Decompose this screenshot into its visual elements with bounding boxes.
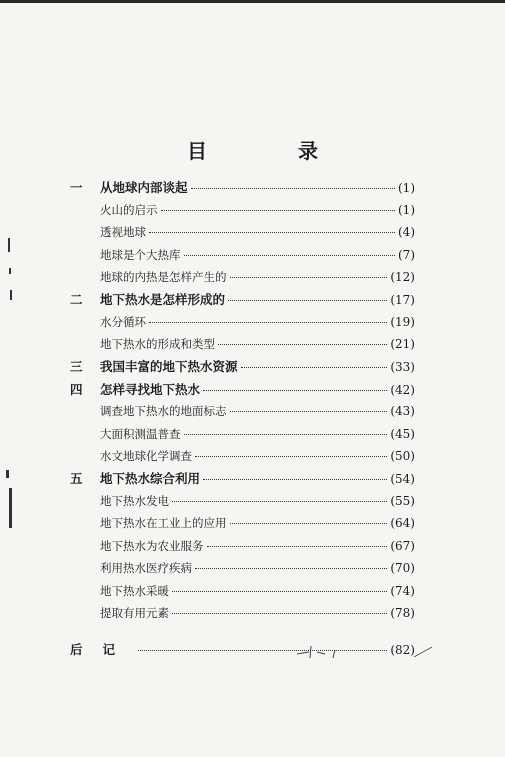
toc-entry-afterword[interactable] <box>70 640 415 662</box>
dot-leader <box>184 421 388 435</box>
page-number: (17) <box>390 292 415 307</box>
page-number: (1) <box>398 202 415 217</box>
section-title: 地下热水的形成和类型 <box>100 337 215 352</box>
dot-leader <box>203 377 387 391</box>
page-number: (12) <box>390 270 415 285</box>
page-number: (4) <box>398 225 415 240</box>
page-number: (74) <box>390 583 415 598</box>
section-title: 提取有用元素 <box>100 605 169 620</box>
chapter-number: 四 <box>70 381 83 397</box>
section-title: 地下热水为农业服务 <box>100 538 204 553</box>
dot-leader <box>230 399 388 413</box>
chapter-title: 我国丰富的地下热水资源 <box>100 359 238 375</box>
page-title: 目 录 <box>187 139 360 163</box>
section-title: 地下热水发电 <box>100 493 169 508</box>
page-number: (64) <box>390 516 415 531</box>
section-title: 地球的内热是怎样产生的 <box>100 270 227 285</box>
section-title: 利用热水医疗疾病 <box>100 561 192 576</box>
chapter-number: 二 <box>70 291 83 307</box>
dot-leader <box>172 578 387 592</box>
margin-mark <box>8 238 10 252</box>
section-title: 地下热水在工业上的应用 <box>100 516 227 531</box>
dot-leader <box>149 220 395 234</box>
toc-entry[interactable] <box>70 603 415 625</box>
dot-leader <box>230 265 388 279</box>
margin-mark <box>9 488 12 528</box>
dot-leader <box>191 176 395 190</box>
afterword-page: (82) <box>390 643 415 657</box>
dot-leader <box>207 533 388 547</box>
page-number: (55) <box>390 493 415 508</box>
dot-leader <box>172 600 387 614</box>
chapter-title: 地下热水是怎样形成的 <box>100 291 226 307</box>
page-number: (45) <box>390 426 415 441</box>
margin-mark <box>10 290 12 300</box>
chapter-title: 地下热水综合利用 <box>100 471 201 487</box>
page-number: (43) <box>390 404 415 419</box>
top-rule <box>0 0 505 3</box>
dot-leader <box>161 197 396 211</box>
dot-leader <box>228 287 387 301</box>
dot-leader <box>172 488 387 502</box>
dot-leader <box>230 511 388 525</box>
chapter-number: 一 <box>70 180 83 195</box>
dot-leader <box>203 467 387 481</box>
page-number: (42) <box>390 382 415 397</box>
page-number: (78) <box>390 605 415 620</box>
section-title: 大面积测温普查 <box>100 426 181 441</box>
afterword-label: 后记 <box>70 642 136 657</box>
table-of-contents <box>70 178 415 626</box>
dot-leader <box>241 355 388 369</box>
margin-mark <box>9 268 11 274</box>
section-title: 水文地球化学调查 <box>100 449 192 464</box>
page-number: (50) <box>390 449 415 464</box>
section-title: 调查地下热水的地面标志 <box>100 404 227 419</box>
pencil-scribble <box>295 642 355 662</box>
chapter-title: 怎样寻找地下热水 <box>100 381 201 397</box>
page-number: (33) <box>390 360 415 375</box>
dot-leader <box>195 444 387 458</box>
page-number: (19) <box>390 314 415 329</box>
page-number: (54) <box>390 472 415 487</box>
section-title: 透视地球 <box>100 225 146 240</box>
chapter-number: 五 <box>70 471 83 487</box>
chapter-number: 三 <box>70 359 83 375</box>
section-title: 地下热水采暖 <box>100 583 169 598</box>
page-number: (1) <box>398 181 415 195</box>
page-number: (70) <box>390 561 415 576</box>
dot-leader <box>184 242 396 256</box>
page-number: (21) <box>390 337 415 352</box>
section-title: 地球是个大热库 <box>100 247 181 262</box>
page-number: (67) <box>390 538 415 553</box>
section-title: 水分循环 <box>100 314 146 329</box>
chapter-title: 从地球内部谈起 <box>100 180 188 195</box>
dot-leader <box>195 556 387 570</box>
page-number: (7) <box>398 247 415 262</box>
dot-leader <box>218 332 387 346</box>
pencil-scribble <box>412 645 436 659</box>
margin-mark <box>6 470 9 478</box>
dot-leader <box>149 309 387 323</box>
section-title: 火山的启示 <box>100 202 158 217</box>
